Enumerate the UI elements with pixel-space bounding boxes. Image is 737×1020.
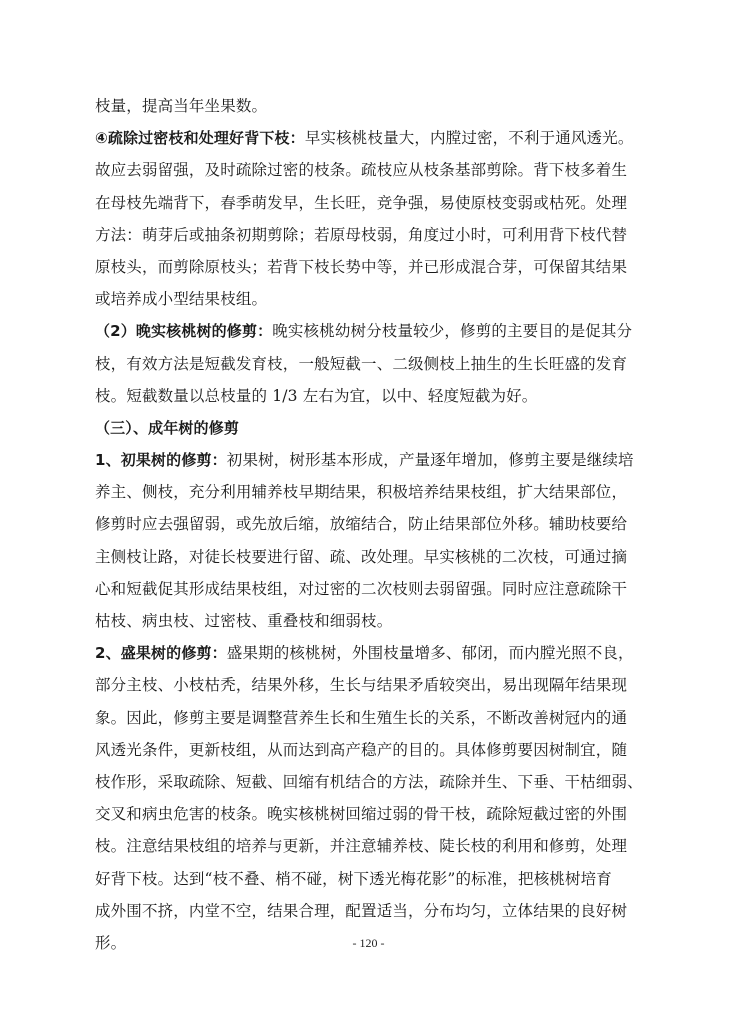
line-text: 枯枝、病虫枝、过密枝、重叠枝和细弱枝。 [95, 612, 393, 630]
line-text: 象。因此，修剪主要是调整营养生长和生殖生长的关系，不断改善树冠内的通 [95, 708, 628, 727]
text-line [95, 895, 655, 927]
text-line [95, 444, 655, 476]
line-text: 枝。注意结果枝组的培养与更新，并注意辅养枝、陡长枝的利用和修剪，处理 [95, 837, 628, 856]
line-text: 枝作形，采取疏除、短截、回缩有机结合的方法，疏除并生、下垂、干枯细弱、 [95, 772, 643, 791]
line-text: 初果树，树形基本形成，产量逐年增加，修剪主要是继续培 [226, 451, 634, 470]
line-text: 盛果期的核桃树，外围枝量增多、郁闭，而内膛光照不良， [226, 644, 634, 663]
line-text: 在母枝先端背下，春季萌发早，生长旺，竞争强，易使原枝变弱或枯死。处理 [95, 193, 628, 212]
section-heading [95, 412, 655, 444]
text-line [95, 380, 655, 412]
line-text: 部分主枝、小枝枯秃，结果外移，生长与结果矛盾较突出，易出现隔年结果现 [95, 676, 628, 695]
line-text: 成外围不挤，内堂不空，结果合理，配置适当，分布均匀，立体结果的良好树 [95, 901, 628, 920]
line-text: 枝，有效方法是短截发育枝，一般短截一、二级侧枝上抽生的生长旺盛的发育 [95, 354, 628, 373]
text-line [95, 315, 655, 347]
line-text: 枝。短截数量以总枝量的 1/3 左右为宜，以中、轻度短截为好。 [95, 386, 538, 405]
text-line [95, 669, 655, 701]
line-heading: 2、盛果树的修剪： [95, 644, 227, 663]
line-text: 原枝头，而剪除原枝头；若背下枝长势中等，并已形成混合芽，可保留其结果 [95, 257, 628, 276]
text-line [95, 122, 655, 154]
line-text: 心和短截促其形成结果枝组，对过密的二次枝则去弱留强。同时应注意疏除干 [95, 579, 628, 598]
line-heading: （三）、成年树的修剪 [95, 418, 240, 437]
line-text: 修剪时应去强留弱，或先放后缩，放缩结合，防止结果部位外移。辅助枝要给 [95, 515, 628, 534]
line-heading: ④疏除过密枝和处理好背下枝： [95, 129, 305, 148]
text-line [95, 187, 655, 219]
line-heading: 1、初果树的修剪： [95, 451, 227, 470]
text-line [95, 348, 655, 380]
text-line [95, 863, 655, 895]
text-line [95, 283, 655, 315]
text-line [95, 605, 655, 637]
text-line [95, 251, 655, 283]
line-text: 故应去弱留强，及时疏除过密的枝条。疏枝应从枝条基部剪除。背下枝多着生 [95, 161, 628, 180]
text-line [95, 508, 655, 540]
line-text: 形。 [95, 933, 127, 952]
text-line [95, 573, 655, 605]
page-number: - 120 - [352, 936, 385, 950]
line-text: 风透光条件，更新枝组，从而达到高产稳产的目的。具体修剪要因树制宜，随 [95, 740, 628, 759]
line-text: 枝量，提高当年坐果数。 [95, 97, 268, 115]
line-text: 主侧枝让路，对徒长枝要进行留、疏、改处理。早实核桃的二次枝，可通过摘 [95, 547, 628, 566]
text-line [95, 637, 655, 669]
line-text: 早实核桃枝量大，内膛过密，不利于通风透光。 [304, 129, 634, 148]
line-text: 好背下枝。达到“枝不叠、梢不碰，树下透光梅花影”的标准，把核桃树培育 [95, 869, 612, 888]
line-text: 方法：萌芽后或抽条初期剪除；若原母枝弱，角度过小时，可利用背下枝代替 [95, 225, 628, 244]
line-text: 交叉和病虫危害的枝条。晚实核桃树回缩过弱的骨干枝，疏除短截过密的外围 [95, 805, 628, 824]
line-heading: （2）晚实核桃树的修剪： [95, 322, 273, 341]
text-line [95, 541, 655, 573]
text-line [95, 734, 655, 766]
text-line [95, 830, 655, 862]
text-line [95, 798, 655, 830]
text-line [95, 90, 655, 122]
text-line [95, 702, 655, 734]
text-line [95, 766, 655, 798]
text-line [95, 476, 655, 508]
line-text: 晚实核桃幼树分枝量较少，修剪的主要目的是促其分 [272, 322, 633, 341]
text-line [95, 219, 655, 251]
line-text: 或培养成小型结果枝组。 [95, 290, 268, 309]
document-body [95, 90, 655, 959]
text-line [95, 154, 655, 186]
line-text: 养主、侧枝，充分利用辅养枝早期结果，积极培养结果枝组，扩大结果部位， [95, 483, 628, 502]
